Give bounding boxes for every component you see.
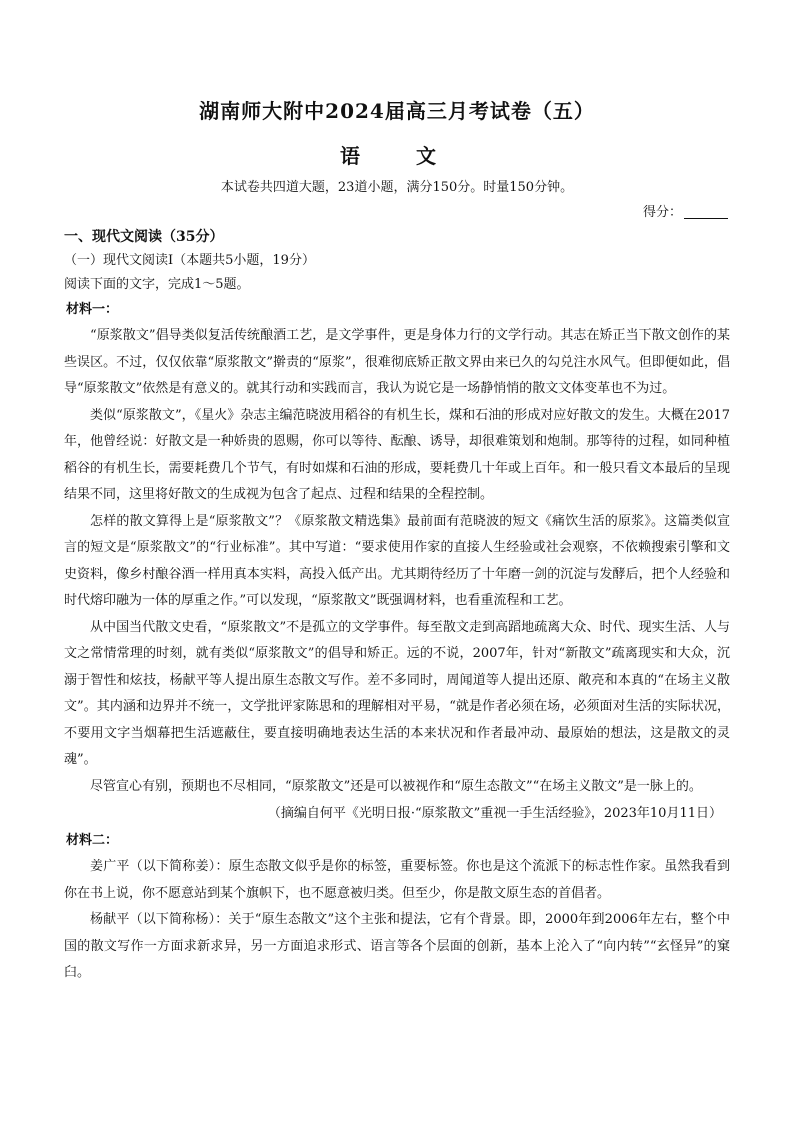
- score-label: 得分：: [642, 205, 682, 220]
- material-one-paragraph: 类似“原浆散文”，《星火》杂志主编范晓波用稻谷的有机生长，煤和石油的形成对应好散文的发生。大概在2017年，他曾经说：好散文是一种娇贵的恩赐，你可以等待、酝酿、诱导，却很难策划和炮制。那等待的过程，如同种植稻谷的有机生长，需要耗费几个节气，有时如煤和石油的形成，要耗费几十年或上百年。和一般只看文本最后的呈现结果不同，这里将好散文的生成视为包含了起点、过程和结果的全程控制。: [64, 407, 730, 502]
- material-one-paragraph: 从中国当代散文史看，“原浆散文”不是孤立的文学事件。每至散文走到高蹈地疏离大众、时代、现实生活、人与文之常情常理的时刻，就有类似“原浆散文”的倡导和矫正。远的不说，2007年，针对“新散文”疏离现实和大众，沉溺于智性和炫技，杨献平等人提出原生态散文写作。差不多同时，周闻道等人提出还原、敞亮和本真的“在场主义散文”。其内涵和边界并不统一，文学批评家陈思和的理解相对平易，“就是作者必须在场，必须面对生活的实际状况，不要用文字当烟幕把生活遮蔽住，要直接明确地表达生活的本来状况和作者最冲动、最原始的想法，这是散文的灵魂”。: [64, 619, 730, 767]
- material-two-paragraph: 姜广平（以下简称姜）：原生态散文似乎是你的标签，重要标签。你也是这个流派下的标志性作家。虽然我看到你在书上说，你不愿意站到某个旗帜下，也不愿意被归类。但至少，你是散文原生态的首倡者。: [64, 859, 730, 901]
- material-two-title: 材料二：: [66, 833, 119, 848]
- score-blank: [684, 204, 728, 219]
- subsection-title: （一）现代文阅读Ⅰ（本题共5小题，19分）: [64, 253, 315, 268]
- material-one-paragraph: “原浆散文”倡导类似复活传统酿酒工艺，是文学事件，更是身体力行的文学行动。其志在矫正当下散文创作的某些误区。不过，仅仅依靠“原浆散文”擀责的“原浆”，很难彻底矫正散文界由来已久的勾兑注水风气。但即便如此，倡导“原浆散文”依然是有意义的。就其行动和实践而言，我认为说它是一场静悄悄的散文文体变革也不为过。: [64, 328, 730, 396]
- exam-intro: 本试卷共四道大题，23道小题，满分150分。时量150分钟。: [220, 180, 574, 195]
- material-two-paragraph: 杨献平（以下简称杨）：关于“原生态散文”这个主张和提法，它有个背景。即，2000年到2006年左右，整个中国的散文写作一方面求新求异，另一方面追求形式、语言等各个层面的创新，基本上沦入了“向内转”“玄怪异”的窠臼。: [64, 912, 730, 980]
- section-title: 一、现代文阅读（35分）: [64, 229, 224, 245]
- reading-instruction: 阅读下面的文字，完成1～5题。: [64, 277, 250, 292]
- exam-content: [64, 225, 730, 987]
- exam-title: 湖南师大附中2024届高三月考试卷（五）: [199, 99, 595, 123]
- material-one-paragraph: 怎样的散文算得上是“原浆散文”？《原浆散文精选集》最前面有范晓波的短文《痛饮生活的原浆》。这篇类似宣言的短文是“原浆散文”的“行业标准”。其中写道：“要求使用作家的直接人生经验或社会观察，不依赖搜索引擎和文史资料，像乡村酿谷酒一样用真本实料，高投入低产出。尤其期待经历了十年磨一剑的沉淀与发酵后，把个人经验和时代熔印融为一体的厚重之作。”可以发现，“原浆散文”既强调材料，也看重流程和工艺。: [64, 513, 730, 608]
- material-one-title: 材料一：: [66, 302, 119, 317]
- material-one-paragraph: 尽管宣心有别，预期也不尽相同，“原浆散文”还是可以被视作和“原生态散文”“在场主义散文”是一脉上的。: [90, 778, 702, 794]
- subject-title: 语 文: [340, 144, 454, 168]
- material-one-source: （摘编自何平《光明日报·“原浆散文”重视一手生活经验》，2023年10月11日）: [267, 806, 722, 821]
- score-field: [643, 201, 728, 220]
